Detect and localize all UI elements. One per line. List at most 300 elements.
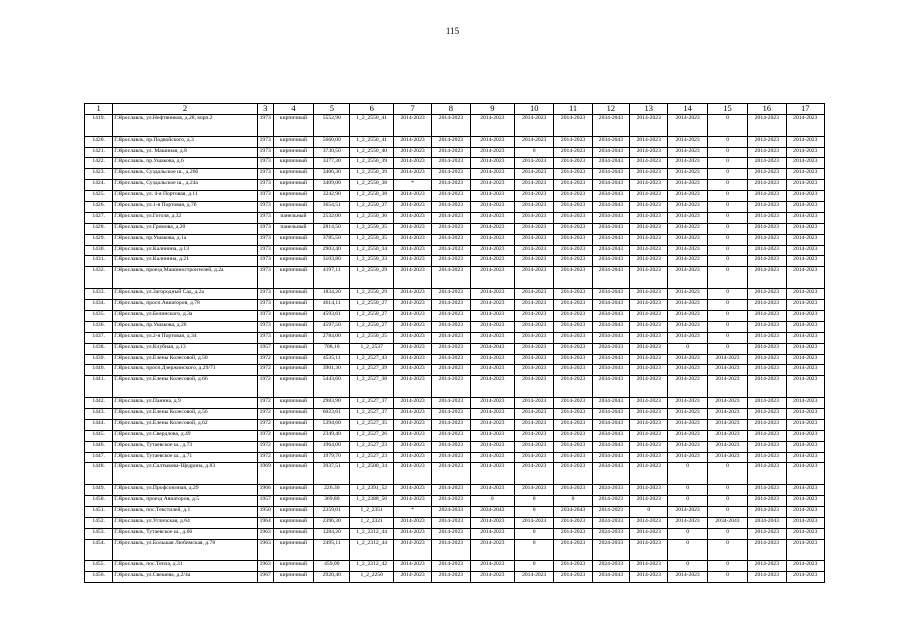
table-cell: 1963 — [257, 561, 273, 572]
table-cell: 2034-2043 — [592, 256, 629, 267]
address-cell: Г.Ярославль, ул. 4-я Портовая, д.11 — [113, 191, 257, 202]
table-cell: 2014-2023 — [393, 191, 431, 202]
table-cell: 2014-2023 — [707, 365, 747, 376]
table-cell: 0 — [668, 343, 707, 354]
table-cell: 2014-2023 — [668, 332, 707, 343]
table-cell: 1973 — [257, 169, 273, 180]
table-cell: 1966 — [257, 485, 273, 496]
table-cell: 0 — [668, 528, 707, 539]
column-number-cell: 3 — [257, 104, 273, 115]
table-cell: 2014-2023 — [786, 485, 824, 496]
table-cell: кирпичный — [273, 202, 313, 213]
table-row — [85, 180, 825, 191]
table-cell: 2014-2023 — [470, 136, 514, 147]
table-cell: 1438. — [85, 343, 113, 354]
table-cell: 2014-2023 — [630, 496, 668, 507]
table-cell: 2014-2023 — [470, 376, 514, 398]
table-cell: 1445. — [85, 430, 113, 441]
table-cell: 1433. — [85, 289, 113, 300]
table-cell: 1449. — [85, 485, 113, 496]
table-cell: 2014-2023 — [432, 114, 470, 136]
table-cell: 2014-2023 — [554, 354, 592, 365]
table-cell: 2014-2023 — [470, 289, 514, 300]
address-cell: Г.Ярославль, ул.Панина, д.9 — [113, 398, 257, 409]
table-cell: 2014-2023 — [668, 256, 707, 267]
table-cell: 2014-2023 — [668, 354, 707, 365]
table-cell: 1_2_2550_35 — [350, 234, 393, 245]
table-cell: 1425. — [85, 191, 113, 202]
table-cell: 2014-2023 — [786, 365, 824, 376]
table-cell: 2014-2023 — [432, 300, 470, 311]
table-cell: 2014-2023 — [748, 343, 786, 354]
table-cell: 2014-2023 — [470, 561, 514, 572]
table-cell: 1_2_2312_44 — [350, 539, 393, 561]
table-cell: 2014-2023 — [786, 158, 824, 169]
table-cell: 2396,30 — [314, 517, 350, 528]
table-cell: 2024-2033 — [592, 517, 629, 528]
table-cell: 1_2_2527_23 — [350, 441, 393, 452]
table-cell: 2034-2043 — [592, 158, 629, 169]
table-cell: 2034-2043 — [554, 507, 592, 518]
table-cell: 1_2_2391_52 — [350, 485, 393, 496]
table-cell: кирпичный — [273, 517, 313, 528]
table-cell: кирпичный — [273, 408, 313, 419]
table-cell: 1441. — [85, 376, 113, 398]
table-cell: 2034-2043 — [592, 463, 629, 485]
table-cell: 1423. — [85, 169, 113, 180]
table-cell: 459,00 — [314, 561, 350, 572]
table-cell: 2014-2023 — [393, 245, 431, 256]
table-cell: 2014-2023 — [748, 223, 786, 234]
table-cell: 1_2_2550_38 — [350, 180, 393, 191]
table-cell: кирпичный — [273, 289, 313, 300]
table-cell: 2014-2023 — [470, 245, 514, 256]
address-cell: Г.Ярославль, ул.Громова, д.20 — [113, 223, 257, 234]
address-cell: Г.Ярославль, Суздальское ш., д.24а — [113, 180, 257, 191]
address-cell: Г.Ярославль, Тутаевское ш., д.71 — [113, 452, 257, 463]
table-cell: панельный — [273, 212, 313, 223]
address-cell: Г.Ярославль, ул.Свешева, д.2/4а — [113, 572, 257, 583]
table-cell: 1963 — [257, 528, 273, 539]
table-cell: 2014-2023 — [432, 430, 470, 441]
table-cell: 0 — [707, 234, 747, 245]
table-cell: 1_2_2527_38 — [350, 376, 393, 398]
table-cell: 2034-2043 — [592, 212, 629, 223]
table-row — [85, 452, 825, 463]
table-cell: 2014-2023 — [786, 507, 824, 518]
table-cell: 0 — [707, 191, 747, 202]
table-cell: 1834,20 — [314, 289, 350, 300]
table-cell: 2014-2023 — [748, 202, 786, 213]
table-cell: 2014-2023 — [786, 256, 824, 267]
column-number-cell: 17 — [786, 104, 824, 115]
table-cell: 2034-2043 — [592, 223, 629, 234]
table-cell: 1950 — [257, 507, 273, 518]
table-cell: 4535,11 — [314, 354, 350, 365]
table-cell: 5394,60 — [314, 419, 350, 430]
table-cell: 2014-2023 — [630, 234, 668, 245]
table-cell: 2034-2043 — [592, 365, 629, 376]
table-cell: 0 — [707, 463, 747, 485]
table-cell: 2014-2023 — [748, 289, 786, 300]
table-cell: 1973 — [257, 180, 273, 191]
table-cell: 2014-2023 — [554, 528, 592, 539]
table-cell: 1_2_2500_34 — [350, 463, 393, 485]
table-cell: 1_2_2550_27 — [350, 321, 393, 332]
table-cell: 2014-2023 — [393, 517, 431, 528]
table-cell: кирпичный — [273, 169, 313, 180]
table-cell: 2014-2023 — [786, 572, 824, 583]
table-cell: 0 — [707, 147, 747, 158]
address-cell: Г.Ярославль, ул.Белинского, д.3а — [113, 310, 257, 321]
table-cell: 2014-2023 — [786, 289, 824, 300]
table-cell: 2014-2023 — [470, 430, 514, 441]
table-cell: 2014-2023 — [668, 310, 707, 321]
table-cell: 2014-2023 — [668, 441, 707, 452]
table-cell: 2014-2023 — [748, 430, 786, 441]
table-cell: 1_2_2312_44 — [350, 528, 393, 539]
table-cell: 2014-2023 — [554, 485, 592, 496]
table-cell: 2014-2023 — [630, 539, 668, 561]
table-cell: 2014-2023 — [470, 463, 514, 485]
table-cell: * — [393, 180, 431, 191]
table-cell: 2024-2033 — [432, 507, 470, 518]
table-cell: 1434. — [85, 300, 113, 311]
table-cell: 2014-2023 — [393, 202, 431, 213]
table-cell: 2014-2023 — [668, 321, 707, 332]
table-cell: 708,10 — [314, 343, 350, 354]
table-cell: 2014-2023 — [554, 180, 592, 191]
table-cell: 2014-2023 — [393, 343, 431, 354]
table-cell: 2034-2043 — [592, 300, 629, 311]
column-number-cell: 2 — [113, 104, 257, 115]
table-cell: 2014-2023 — [432, 376, 470, 398]
table-cell: 2014-2023 — [786, 136, 824, 147]
table-cell: 2014-2023 — [668, 365, 707, 376]
table-cell: 2014-2023 — [554, 365, 592, 376]
table-cell: 2014-2023 — [515, 430, 554, 441]
table-cell: 2014-2023 — [470, 485, 514, 496]
table-cell: 2014-2023 — [515, 408, 554, 419]
table-cell: 1_2_2527_26 — [350, 430, 393, 441]
table-cell: 1421. — [85, 147, 113, 158]
table-cell: 2014-2023 — [393, 441, 431, 452]
table-cell: 2034-2043 — [592, 245, 629, 256]
table-cell: 2014-2023 — [515, 223, 554, 234]
address-cell: Г.Ярославль, Тутаевское ш., д.66 — [113, 528, 257, 539]
table-cell: 2014-2023 — [748, 539, 786, 561]
table-cell: 2024-2033 — [592, 539, 629, 561]
table-cell: 2014-2023 — [630, 452, 668, 463]
table-cell: 1973 — [257, 158, 273, 169]
column-number-cell: 12 — [592, 104, 629, 115]
table-cell: 0 — [707, 289, 747, 300]
table-cell: 2014-2023 — [630, 408, 668, 419]
table-cell: 1972 — [257, 419, 273, 430]
table-cell: 2014-2023 — [470, 332, 514, 343]
table-cell: 2903,40 — [314, 245, 350, 256]
table-cell: 2532,00 — [314, 212, 350, 223]
table-cell: 1972 — [257, 408, 273, 419]
table-cell: кирпичный — [273, 245, 313, 256]
table-cell: 1_2_2527_43 — [350, 354, 393, 365]
table-cell: 5443,60 — [314, 376, 350, 398]
table-cell: кирпичный — [273, 321, 313, 332]
table-cell: 2014-2023 — [515, 158, 554, 169]
table-cell: 2014-2023 — [554, 452, 592, 463]
table-cell: 2014-2023 — [668, 398, 707, 409]
table-row — [85, 191, 825, 202]
table-cell: 1_2_2550_37 — [350, 202, 393, 213]
table-cell: 2014-2023 — [786, 234, 824, 245]
address-cell: Г.Ярославль, пр.Ушакова, д.6 — [113, 158, 257, 169]
address-cell: Г.Ярославль, ул. Машиная, д.8 — [113, 147, 257, 158]
table-cell: 2014-2023 — [630, 256, 668, 267]
table-cell: 2014-2023 — [432, 321, 470, 332]
table-cell: 2014-2023 — [554, 376, 592, 398]
table-cell: 0 — [707, 202, 747, 213]
table-cell: 5552,90 — [314, 114, 350, 136]
table-cell: 2034-2043 — [748, 517, 786, 528]
table-cell: 2014-2023 — [786, 354, 824, 365]
table-cell: 2014-2023 — [470, 180, 514, 191]
table-cell: 2014-2023 — [470, 191, 514, 202]
table-cell: 2014-2023 — [630, 430, 668, 441]
table-row — [85, 539, 825, 561]
table-cell: 2014-2023 — [432, 212, 470, 223]
table-cell: 1428. — [85, 223, 113, 234]
table-cell: 2014-2023 — [470, 267, 514, 289]
table-cell: 0 — [707, 114, 747, 136]
table-cell: 1973 — [257, 223, 273, 234]
table-cell: 2014-2023 — [515, 191, 554, 202]
table-cell: 2024-2033 — [592, 343, 629, 354]
table-cell: кирпичный — [273, 572, 313, 583]
table-cell: 2014-2023 — [748, 114, 786, 136]
column-number-cell: 10 — [515, 104, 554, 115]
table-cell: 2014-2023 — [786, 332, 824, 343]
table-cell: 2014-2023 — [748, 441, 786, 452]
table-cell: 1437. — [85, 332, 113, 343]
table-cell: 1973 — [257, 321, 273, 332]
table-cell: 2014-2023 — [630, 517, 668, 528]
table-cell: 2014-2023 — [786, 191, 824, 202]
table-cell: 2014-2023 — [393, 332, 431, 343]
table-cell: 1426. — [85, 202, 113, 213]
table-cell: 2034-2043 — [592, 452, 629, 463]
table-cell: 1422. — [85, 158, 113, 169]
table-cell: 1442. — [85, 398, 113, 409]
table-cell: 2014-2023 — [707, 419, 747, 430]
table-cell: 2014-2023 — [432, 485, 470, 496]
table-row — [85, 289, 825, 300]
table-cell: 2014-2023 — [630, 463, 668, 485]
table-cell: 2014-2023 — [554, 256, 592, 267]
table-cell: 2014-2023 — [470, 169, 514, 180]
table-cell: 1435. — [85, 310, 113, 321]
table-cell: 2014-2023 — [630, 202, 668, 213]
table-cell: 1_2_2550_34 — [350, 245, 393, 256]
table-cell: 2014-2023 — [707, 354, 747, 365]
table-cell: 2014-2023 — [393, 365, 431, 376]
table-cell: 0 — [707, 528, 747, 539]
table-cell: 3937,51 — [314, 463, 350, 485]
table-cell: 1_2_2321 — [350, 517, 393, 528]
table-cell: кирпичный — [273, 310, 313, 321]
table-cell: 1_2_2527_39 — [350, 365, 393, 376]
table-cell: 2024-2033 — [592, 561, 629, 572]
table-cell: 2014-2023 — [748, 212, 786, 223]
table-cell: 2014-2023 — [432, 223, 470, 234]
table-cell: 2014-2023 — [432, 343, 470, 354]
table-cell: 4597,50 — [314, 321, 350, 332]
table-cell: 2495,11 — [314, 539, 350, 561]
table-cell: 0 — [707, 485, 747, 496]
table-cell: 1_2_2550_41 — [350, 136, 393, 147]
table-cell: 2024-2033 — [592, 528, 629, 539]
table-cell: 2034-2043 — [592, 310, 629, 321]
table-cell: 2034-2043 — [592, 114, 629, 136]
address-cell: Г.Ярославль, ул.Елены Колесовой, д.62 — [113, 419, 257, 430]
table-cell: 2014-2023 — [432, 452, 470, 463]
table-cell: 2014-2023 — [515, 572, 554, 583]
table-cell: 2014-2023 — [630, 365, 668, 376]
table-cell: 2014-2023 — [786, 343, 824, 354]
table-cell: 2014-2023 — [393, 463, 431, 485]
table-cell: 2014-2023 — [592, 507, 629, 518]
table-cell: 2014-2023 — [748, 572, 786, 583]
table-cell: 2014-2023 — [470, 452, 514, 463]
table-cell: 1963 — [257, 539, 273, 561]
table-cell: 2014-2023 — [393, 452, 431, 463]
table-cell: 2014-2023 — [668, 507, 707, 518]
table-cell: 0 — [707, 496, 747, 507]
table-cell: 1_2_2527_23 — [350, 452, 393, 463]
table-cell: 2014-2023 — [470, 234, 514, 245]
table-cell: 2014-2023 — [786, 180, 824, 191]
table-cell: 2034-2043 — [592, 202, 629, 213]
table-cell: 2014-2023 — [432, 561, 470, 572]
column-number-cell: 7 — [393, 104, 431, 115]
table-cell: 2014-2023 — [630, 114, 668, 136]
table-cell: 2014-2023 — [748, 463, 786, 485]
table-cell: 2014-2023 — [393, 267, 431, 289]
table-cell: 1_2_2550_33 — [350, 256, 393, 267]
table-cell: 2014-2023 — [432, 441, 470, 452]
table-cell: 1451. — [85, 507, 113, 518]
table-cell: 1972 — [257, 365, 273, 376]
table-cell: 1973 — [257, 202, 273, 213]
table-cell: 2014-2023 — [748, 376, 786, 398]
table-cell: 2014-2023 — [554, 202, 592, 213]
table-cell: 2014-2023 — [515, 321, 554, 332]
table-cell: 2014-2023 — [786, 539, 824, 561]
address-cell: Г.Ярославль, ул.Загородный Сад, д.2а — [113, 289, 257, 300]
table-cell: 2014-2023 — [432, 234, 470, 245]
table-cell: 2014-2023 — [432, 169, 470, 180]
address-cell: Г.Ярославль, ул.1-я Портовая, д.7б — [113, 202, 257, 213]
address-cell: Г.Ярославль, проезд Авиаторов, д.5 — [113, 496, 257, 507]
table-cell: 2014-2023 — [630, 332, 668, 343]
table-cell: 2014-2023 — [554, 191, 592, 202]
table-cell: кирпичный — [273, 485, 313, 496]
table-cell: 2014-2023 — [432, 147, 470, 158]
table-cell: кирпичный — [273, 419, 313, 430]
table-cell: 2014-2023 — [630, 419, 668, 430]
table-cell: 3730,50 — [314, 147, 350, 158]
column-number-cell: 9 — [470, 104, 514, 115]
table-cell: 2014-2023 — [393, 136, 431, 147]
table-row — [85, 321, 825, 332]
table-cell: 2014-2023 — [707, 430, 747, 441]
table-cell: 1957 — [257, 343, 273, 354]
page-number: 115 — [445, 26, 460, 36]
address-cell: Г.Ярославль, ул.Салтыкова-Щедрина, д.83 — [113, 463, 257, 485]
table-cell: 226,30 — [314, 485, 350, 496]
table-cell: 2034-2043 — [592, 419, 629, 430]
table-cell: 2014-2023 — [630, 572, 668, 583]
table-cell: 2014-2023 — [515, 212, 554, 223]
table-cell: кирпичный — [273, 376, 313, 398]
table-row — [85, 376, 825, 398]
table-cell: кирпичный — [273, 136, 313, 147]
table-cell: 2014-2023 — [554, 169, 592, 180]
table-cell: 1957 — [257, 496, 273, 507]
table-cell: 1973 — [257, 289, 273, 300]
table-cell: 2014-2023 — [393, 430, 431, 441]
table-cell: 2014-2023 — [786, 408, 824, 419]
table-cell: 2014-2023 — [592, 496, 629, 507]
address-cell: Г.Ярославль, ул.Свердлова, д.49 — [113, 430, 257, 441]
table-cell: 2014-2023 — [630, 321, 668, 332]
table-cell: 2014-2023 — [630, 212, 668, 223]
table-cell: 2014-2023 — [393, 147, 431, 158]
table-cell: 2014-2023 — [748, 452, 786, 463]
table-cell: 2014-2023 — [630, 398, 668, 409]
table-cell: кирпичный — [273, 528, 313, 539]
table-cell: 2014-2023 — [668, 191, 707, 202]
table-cell: 2014-2023 — [786, 300, 824, 311]
table-cell: 2014-2023 — [393, 114, 431, 136]
table-cell: 2014-2023 — [432, 180, 470, 191]
table-cell: 2014-2023 — [515, 419, 554, 430]
table-cell: 1_2_2550_41 — [350, 114, 393, 136]
table-cell: 2014-2023 — [630, 136, 668, 147]
table-cell: 2014-2023 — [630, 485, 668, 496]
table-cell: 2014-2023 — [668, 147, 707, 158]
table-cell: 2034-2043 — [592, 332, 629, 343]
table-cell: 2014-2023 — [630, 223, 668, 234]
table-cell: 2014-2023 — [470, 202, 514, 213]
table-cell: 2014-2023 — [630, 343, 668, 354]
table-cell: 2014-2023 — [630, 300, 668, 311]
address-cell: Г.Ярославль, пос.Тепла, д.31 — [113, 561, 257, 572]
table-cell: кирпичный — [273, 332, 313, 343]
address-cell: Г.Ярославль, ул.Клубная, д.13 — [113, 343, 257, 354]
table-cell: 1972 — [257, 430, 273, 441]
table-cell: 2014-2023 — [393, 321, 431, 332]
table-cell: кирпичный — [273, 180, 313, 191]
table-cell: 1439. — [85, 354, 113, 365]
table-cell: 2034-2043 — [470, 343, 514, 354]
table-cell: 2014-2023 — [786, 528, 824, 539]
table-cell: 1973 — [257, 332, 273, 343]
table-cell: 1_2_2550_36 — [350, 212, 393, 223]
column-number-cell: 1 — [85, 104, 113, 115]
table-cell: 2014-2023 — [786, 441, 824, 452]
table-cell: 4614,11 — [314, 300, 350, 311]
table-cell: кирпичный — [273, 452, 313, 463]
